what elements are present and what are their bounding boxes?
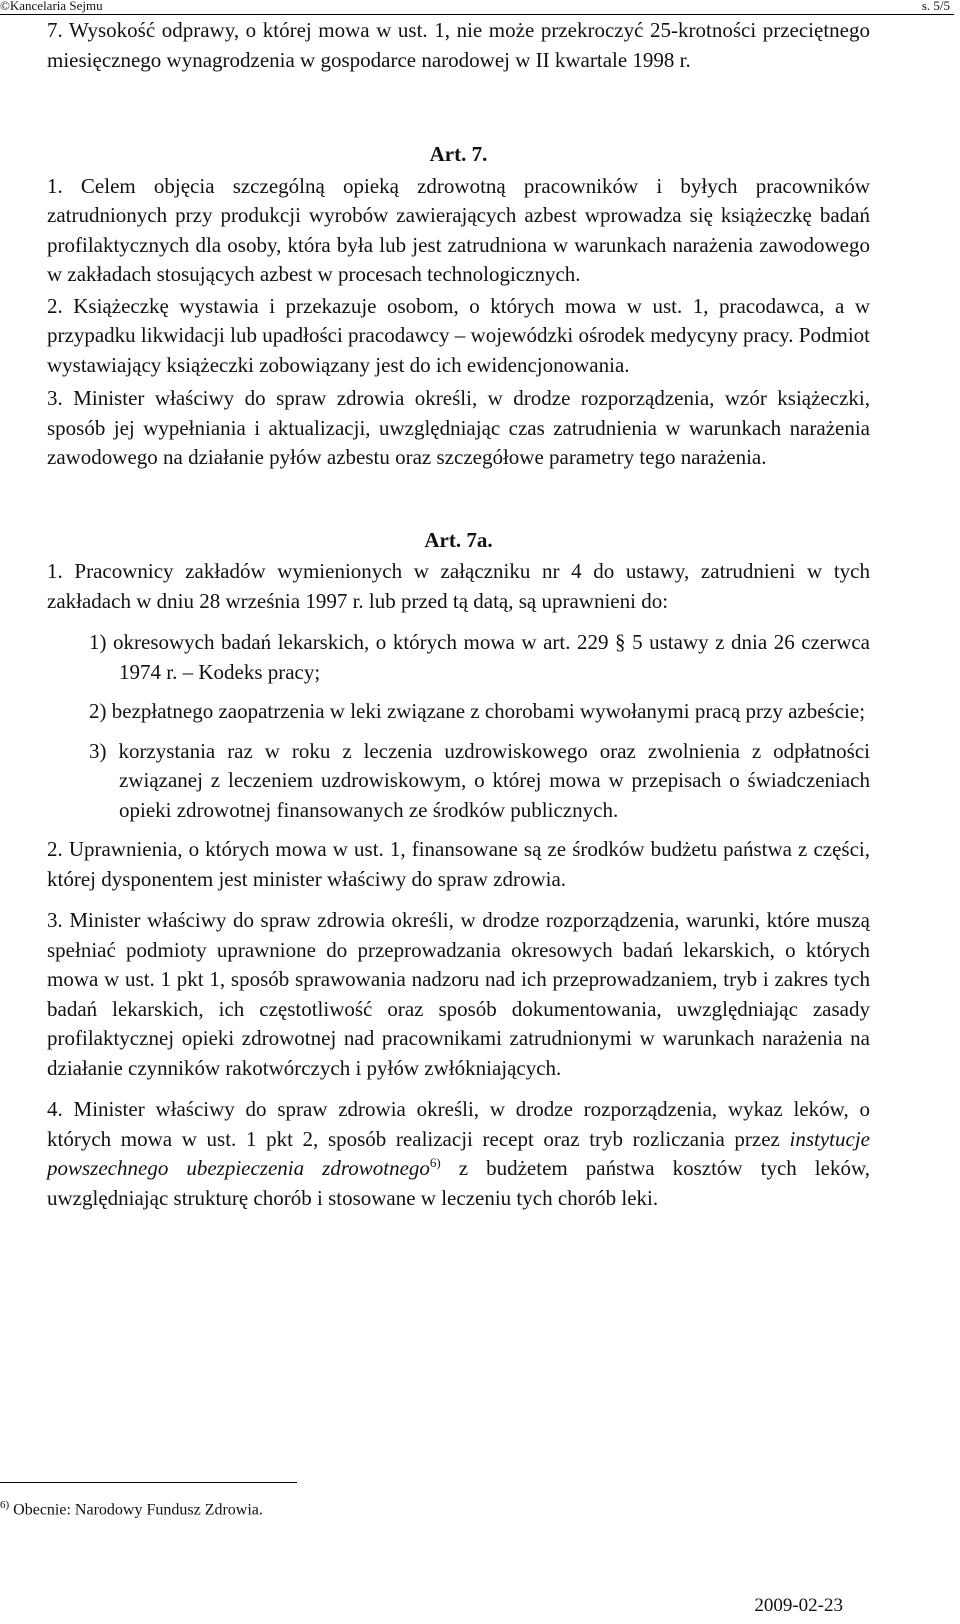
article-7a-title: Art. 7a. xyxy=(424,527,493,552)
paragraph-7: 7. Wysokość odprawy, o której mowa w ust. 1, nie może przekroczyć 25-krotności przeciętnego miesięcznego wynagrodzenia w gospodarce narodowej w II kwartale 1998 r. xyxy=(47,18,870,72)
art7-ust-3: 3. Minister właściwy do spraw zdrowia określi, w drodze rozporządzenia, wzór książeczki, sposób jej wypełniania i aktualizacji, uwzględniając czas zatrudnienia w warunkach narażenia zawodowego na działanie pyłów azbestu oraz szczegółowe parametry tego narażenia. xyxy=(47,386,870,469)
list-item: 3) korzystania raz w roku z leczenia uzdrowiskowego oraz zwolnienia z odpłatności związanej z leczeniem uzdrowiskowym, o której mowa w przepisach o świadczeniach opieki zdrowotnej finansowanych ze środków publicznych. xyxy=(89,738,870,822)
footnote xyxy=(0,1495,263,1520)
footnote-marker: 6) xyxy=(0,1499,10,1511)
page-header xyxy=(0,0,954,15)
art7a-ust-2: 2. Uprawnienia, o których mowa w ust. 1, finansowane są ze środków budżetu państwa z części, której dysponentem jest minister właściwy do spraw zdrowia. xyxy=(47,837,870,891)
article-7-title: Art. 7. xyxy=(429,142,488,166)
document-body xyxy=(47,16,870,1213)
header-source: ©Kancelaria Sejmu xyxy=(0,0,103,13)
list-item: 2) bezpłatnego zaopatrzenia w leki związane z chorobami wywołanymi pracą przy azbeście; xyxy=(89,699,866,723)
art7a-ust-1: 1. Pracownicy zakładów wymienionych w załączniku nr 4 do ustawy, zatrudnieni w tych zakładach w dniu 28 września 1997 r. lub przed tą datą, są uprawnieni do: xyxy=(47,559,870,613)
art7a-ust-3: 3. Minister właściwy do spraw zdrowia określi, w drodze rozporządzenia, warunki, które muszą spełniać podmioty uprawnione do przeprowadzania okresowych badań lekarskich, o których mowa w ust. 1 pkt 1, sposób sprawowania nadzoru nad ich przeprowadzaniem, tryb i zakres tych badań lekarskich, ich częstotliwość oraz sposób dokumentowania, uwzględniając zasady profilaktycznej opieki zdrowotnej nad pracownikami zatrudnionymi w warunkach narażenia na działanie czynników rakotwórczych i pyłów zwłókniających. xyxy=(47,908,870,1080)
art7a-ust-4-end: z budżetem państwa kosztów tych leków, uwzględniając strukturę chorób i stosowane w leczeniu tych chorób leki. xyxy=(47,1156,870,1210)
art7-ust-1: 1. Celem objęcia szczególną opieką zdrowotną pracowników i byłych pracowników zatrudnionych przy produkcji wyrobów zawierających azbest wprowadza się książeczkę badań profilaktycznych dla osoby, która była lub jest zatrudniona w warunkach narażenia zawodowego w zakładach stosujących azbest w procesach technologicznych. xyxy=(47,173,870,286)
footnote-divider xyxy=(0,1482,297,1483)
footnote-text: Obecnie: Narodowy Fundusz Zdrowia. xyxy=(9,1501,263,1519)
art7a-ust-4-italic: instytucje powszechnego ubezpieczenia zdrowotnego xyxy=(47,1126,870,1180)
document-date: 2009-02-23 xyxy=(754,1595,843,1616)
footnote-reference: 6) xyxy=(429,1155,441,1170)
art7a-ust-4-start: 4. Minister właściwy do spraw zdrowia określi, w drodze rozporządzenia, wykaz leków, o których mowa w ust. 1 pkt 2, sposób realizacji recept oraz tryb rozliczania przez xyxy=(47,1097,870,1151)
art7a-ust-4 xyxy=(47,1095,870,1213)
art7-ust-2: 2. Książeczkę wystawia i przekazuje osobom, o których mowa w ust. 1, pracodawca, a w przypadku likwidacji lub upadłości pracodawcy – wojewódzki ośrodek medycyny pracy. Podmiot wystawiający książeczki zobowiązany jest do ich ewidencjonowania. xyxy=(47,293,870,377)
art7a-item-list xyxy=(89,628,870,825)
page-number: s. 5/5 xyxy=(921,0,950,13)
list-item: 1) okresowych badań lekarskich, o których mowa w art. 229 § 5 ustawy z dnia 26 czerwca 1974 r. – Kodeks pracy; xyxy=(89,630,870,684)
